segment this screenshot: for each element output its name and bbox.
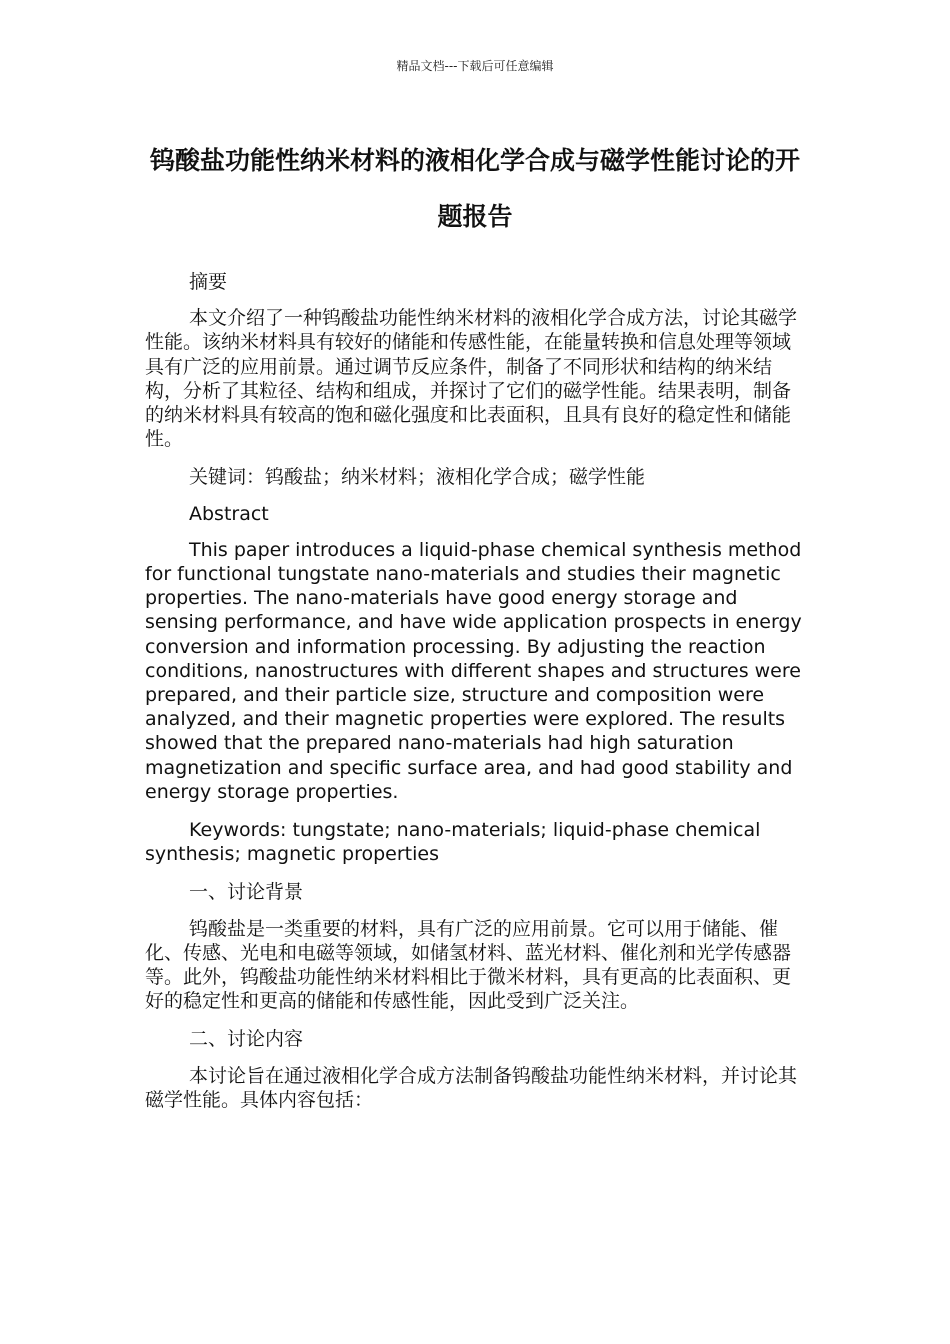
abstract-cn-paragraph: 本文介绍了一种钨酸盐功能性纳米材料的液相化学合成方法，讨论其磁学性能。该纳米材料具有较好的储能和传感性能，在能量转换和信息处理等领域具有广泛的应用前景。通过调节反应条件，制备了不同形状和结构的纳米结构，分析了其粒径、结构和组成，并探讨了它们的磁学性能。结果表明，制备的纳米材料具有较高的饱和磁化强度和比表面积，且具有良好的稳定性和储能性。 xyxy=(145,307,798,451)
header-note: 精品文档---下载后可任意编辑 xyxy=(396,59,554,73)
document-body xyxy=(145,270,805,1126)
section1-heading: 一、讨论背景 xyxy=(189,881,304,904)
abstract-heading: 摘要 xyxy=(189,271,228,293)
section2-heading: 二、讨论内容 xyxy=(189,1028,304,1051)
keywords-en: Keywords: tungstate; nano-materials; liquid-phase chemical synthesis; magnetic properties xyxy=(145,819,761,866)
abstract-en-heading: Abstract xyxy=(189,502,269,525)
page-title: 钨酸盐功能性纳米材料的液相化学合成与磁学性能讨论的开题报告 xyxy=(149,146,800,231)
section1-paragraph: 钨酸盐是一类重要的材料，具有广泛的应用前景。它可以用于储能、催化、传感、光电和电磁等领域，如储氢材料、蓝光材料、催化剂和光学传感器等。此外，钨酸盐功能性纳米材料相比于微米材料，具有更高的比表面积、更好的稳定性和更高的储能和传感性能，因此受到广泛关注。 xyxy=(145,917,792,1013)
section2-paragraph: 本讨论旨在通过液相化学合成方法制备钨酸盐功能性纳米材料，并讨论其磁学性能。具体内容包括： xyxy=(145,1064,798,1111)
abstract-en-paragraph: This paper introduces a liquid-phase chemical synthesis method for functional tungstate nano-materials and studies their magnetic properties. The nano-materials have good energy storage and sensing performance, and have wide application prospects in energy conversion and information processing. By adjusting the reaction conditions, nanostructures with different shapes and structures were prepared, and their particle size, structure and composition were analyzed, and their magnetic properties were explored. The results showed that the prepared nano-materials had high saturation magnetization and specific surface area, and had good stability and energy storage properties. xyxy=(145,538,802,803)
keywords-cn: 关键词：钨酸盐；纳米材料；液相化学合成；磁学性能 xyxy=(189,466,646,489)
